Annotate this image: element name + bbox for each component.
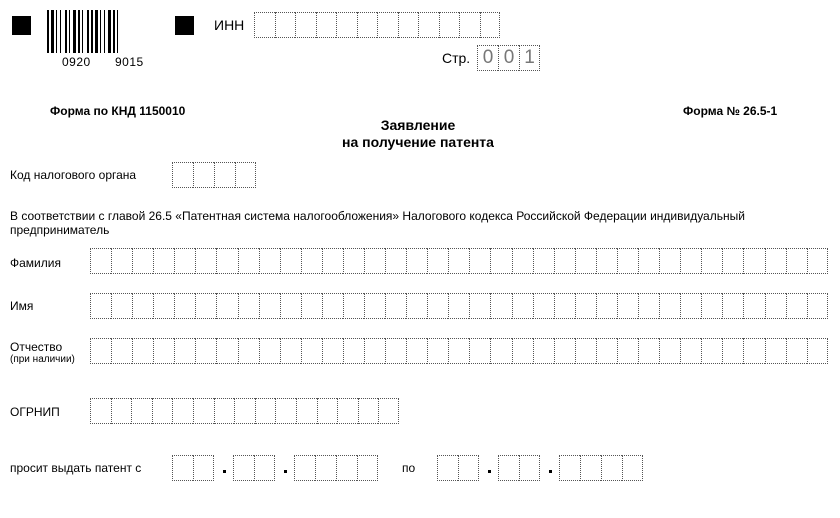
date-separator-dot: [223, 470, 226, 473]
char-cell[interactable]: [195, 338, 216, 364]
barcode: [45, 10, 165, 55]
char-cell[interactable]: [406, 293, 427, 319]
char-cell[interactable]: [259, 338, 280, 364]
char-cell[interactable]: [336, 455, 357, 481]
char-cell[interactable]: [533, 293, 554, 319]
char-cell[interactable]: [519, 455, 540, 481]
barcode-bar: [78, 10, 80, 53]
char-cell[interactable]: [554, 293, 575, 319]
surname-field[interactable]: [90, 248, 828, 274]
char-cell[interactable]: [174, 293, 195, 319]
date-separator-dot: [549, 470, 552, 473]
char-cell[interactable]: [490, 293, 511, 319]
start-year-field[interactable]: [294, 455, 378, 481]
char-cell[interactable]: [638, 293, 659, 319]
page-digit: 0: [477, 45, 498, 71]
char-cell[interactable]: [234, 398, 255, 424]
char-cell[interactable]: [427, 293, 448, 319]
intro-text-line2: предприниматель: [10, 223, 110, 237]
char-cell[interactable]: [357, 455, 378, 481]
char-cell[interactable]: [765, 248, 786, 274]
char-cell[interactable]: [743, 293, 764, 319]
char-cell[interactable]: [448, 293, 469, 319]
char-cell[interactable]: [554, 248, 575, 274]
char-cell[interactable]: [343, 293, 364, 319]
char-cell[interactable]: [722, 248, 743, 274]
char-cell[interactable]: [216, 338, 237, 364]
page-digit: 0: [498, 45, 519, 71]
char-cell[interactable]: [280, 338, 301, 364]
char-cell[interactable]: [364, 338, 385, 364]
char-cell[interactable]: [533, 248, 554, 274]
char-cell[interactable]: [357, 12, 378, 38]
char-cell[interactable]: [575, 293, 596, 319]
patronymic-label: Отчество: [10, 340, 63, 354]
char-cell[interactable]: [90, 338, 111, 364]
char-cell[interactable]: [786, 338, 807, 364]
end-year-field[interactable]: [559, 455, 643, 481]
char-cell[interactable]: [498, 455, 519, 481]
char-cell[interactable]: [343, 338, 364, 364]
char-cell[interactable]: [512, 293, 533, 319]
char-cell[interactable]: [418, 12, 439, 38]
char-cell[interactable]: [448, 338, 469, 364]
to-label: по: [402, 461, 416, 475]
barcode-bar: [73, 10, 76, 53]
char-cell[interactable]: [90, 398, 111, 424]
date-separator-dot: [488, 470, 491, 473]
barcode-bar: [113, 10, 115, 53]
char-cell[interactable]: [601, 455, 622, 481]
char-cell[interactable]: [743, 338, 764, 364]
char-cell[interactable]: [364, 248, 385, 274]
intro-text-line1: В соответствии с главой 26.5 «Патентная система налогообложения» Налогового кодекса Российской Федерации индивидуальный: [10, 209, 745, 223]
char-cell[interactable]: [458, 455, 479, 481]
inn-label: ИНН: [214, 17, 245, 33]
barcode-bar: [56, 10, 57, 53]
char-cell[interactable]: [575, 248, 596, 274]
char-cell[interactable]: [722, 293, 743, 319]
barcode-bar: [87, 10, 89, 53]
barcode-bar: [60, 10, 61, 53]
char-cell[interactable]: [701, 293, 722, 319]
char-cell[interactable]: [152, 398, 173, 424]
char-cell[interactable]: [153, 248, 174, 274]
char-cell[interactable]: [275, 398, 296, 424]
char-cell[interactable]: [322, 293, 343, 319]
char-cell[interactable]: [448, 248, 469, 274]
char-cell[interactable]: [406, 248, 427, 274]
char-cell[interactable]: [617, 293, 638, 319]
char-cell[interactable]: [638, 248, 659, 274]
barcode-bar: [95, 10, 98, 53]
char-cell[interactable]: [807, 293, 828, 319]
char-cell[interactable]: [172, 162, 193, 188]
barcode-bar: [100, 10, 101, 53]
barcode-bar: [108, 10, 111, 53]
char-cell[interactable]: [786, 248, 807, 274]
page-number-field: [477, 45, 540, 71]
char-cell[interactable]: [680, 248, 701, 274]
barcode-bar: [65, 10, 67, 53]
char-cell[interactable]: [111, 338, 132, 364]
char-cell[interactable]: [259, 248, 280, 274]
char-cell[interactable]: [315, 455, 336, 481]
char-cell[interactable]: [214, 162, 235, 188]
char-cell[interactable]: [398, 12, 419, 38]
end-day-field[interactable]: [437, 455, 479, 481]
char-cell[interactable]: [575, 338, 596, 364]
char-cell[interactable]: [512, 338, 533, 364]
char-cell[interactable]: [193, 398, 214, 424]
char-cell[interactable]: [364, 293, 385, 319]
char-cell[interactable]: [216, 248, 237, 274]
barcode-bar: [51, 10, 54, 53]
char-cell[interactable]: [90, 248, 111, 274]
char-cell[interactable]: [235, 162, 256, 188]
char-cell[interactable]: [280, 248, 301, 274]
char-cell[interactable]: [377, 12, 398, 38]
char-cell[interactable]: [437, 455, 458, 481]
barcode-bar: [104, 10, 105, 53]
patronymic-note: (при наличии): [10, 354, 75, 365]
char-cell[interactable]: [659, 248, 680, 274]
char-cell[interactable]: [214, 398, 235, 424]
char-cell[interactable]: [406, 338, 427, 364]
char-cell[interactable]: [427, 248, 448, 274]
char-cell[interactable]: [132, 248, 153, 274]
char-cell[interactable]: [378, 398, 399, 424]
char-cell[interactable]: [807, 338, 828, 364]
intro-text: [10, 209, 830, 237]
char-cell[interactable]: [322, 338, 343, 364]
char-cell[interactable]: [490, 248, 511, 274]
char-cell[interactable]: [111, 248, 132, 274]
char-cell[interactable]: [343, 248, 364, 274]
char-cell[interactable]: [659, 293, 680, 319]
char-cell[interactable]: [238, 248, 259, 274]
char-cell[interactable]: [439, 12, 460, 38]
barcode-bar: [69, 10, 70, 53]
ogrnip-field[interactable]: [90, 398, 399, 424]
char-cell[interactable]: [216, 293, 237, 319]
form-knd: Форма по КНД 1150010: [50, 104, 186, 118]
char-cell[interactable]: [111, 293, 132, 319]
char-cell[interactable]: [617, 248, 638, 274]
char-cell[interactable]: [659, 338, 680, 364]
request-label: просит выдать патент с: [10, 461, 142, 475]
char-cell[interactable]: [490, 338, 511, 364]
char-cell[interactable]: [193, 455, 214, 481]
char-cell[interactable]: [295, 12, 316, 38]
char-cell[interactable]: [701, 338, 722, 364]
ogrnip-label: ОГРНИП: [10, 405, 60, 419]
char-cell[interactable]: [322, 248, 343, 274]
page-label: Стр.: [442, 50, 471, 66]
char-cell[interactable]: [385, 338, 406, 364]
date-separator-dot: [284, 470, 287, 473]
char-cell[interactable]: [301, 293, 322, 319]
char-cell[interactable]: [296, 398, 317, 424]
char-cell[interactable]: [701, 248, 722, 274]
char-cell[interactable]: [195, 293, 216, 319]
barcode-bar: [91, 10, 93, 53]
char-cell[interactable]: [233, 455, 254, 481]
char-cell[interactable]: [238, 293, 259, 319]
char-cell[interactable]: [153, 338, 174, 364]
char-cell[interactable]: [174, 248, 195, 274]
corner-marker-left: [12, 16, 31, 35]
char-cell[interactable]: [238, 338, 259, 364]
char-cell[interactable]: [680, 293, 701, 319]
char-cell[interactable]: [786, 293, 807, 319]
char-cell[interactable]: [480, 12, 501, 38]
barcode-bar: [47, 10, 49, 53]
char-cell[interactable]: [385, 293, 406, 319]
char-cell[interactable]: [254, 12, 275, 38]
char-cell[interactable]: [385, 248, 406, 274]
char-cell[interactable]: [580, 455, 601, 481]
name-field[interactable]: [90, 293, 828, 319]
char-cell[interactable]: [301, 248, 322, 274]
char-cell[interactable]: [596, 293, 617, 319]
char-cell[interactable]: [111, 398, 132, 424]
char-cell[interactable]: [459, 12, 480, 38]
start-month-field[interactable]: [233, 455, 275, 481]
char-cell[interactable]: [317, 398, 338, 424]
barcode-number-left: 0920: [62, 55, 91, 69]
char-cell[interactable]: [193, 162, 214, 188]
form-title-line2: на получение патента: [342, 134, 494, 150]
form-title-line1: Заявление: [380, 117, 456, 133]
char-cell[interactable]: [743, 248, 764, 274]
char-cell[interactable]: [596, 248, 617, 274]
char-cell[interactable]: [533, 338, 554, 364]
char-cell[interactable]: [172, 398, 193, 424]
char-cell[interactable]: [596, 338, 617, 364]
char-cell[interactable]: [259, 293, 280, 319]
char-cell[interactable]: [131, 398, 152, 424]
char-cell[interactable]: [512, 248, 533, 274]
char-cell[interactable]: [765, 338, 786, 364]
corner-marker-right: [175, 16, 194, 35]
char-cell[interactable]: [559, 455, 580, 481]
char-cell[interactable]: [336, 12, 357, 38]
char-cell[interactable]: [172, 455, 193, 481]
barcode-number-right: 9015: [115, 55, 144, 69]
page-digit: 1: [519, 45, 540, 71]
barcode-bar: [117, 10, 118, 53]
inn-field[interactable]: [254, 12, 500, 38]
start-day-field[interactable]: [172, 455, 214, 481]
char-cell[interactable]: [294, 455, 315, 481]
char-cell[interactable]: [275, 12, 296, 38]
char-cell[interactable]: [622, 455, 643, 481]
char-cell[interactable]: [358, 398, 379, 424]
char-cell[interactable]: [301, 338, 322, 364]
tax-office-code-field[interactable]: [172, 162, 256, 188]
char-cell[interactable]: [722, 338, 743, 364]
char-cell[interactable]: [427, 338, 448, 364]
char-cell[interactable]: [765, 293, 786, 319]
char-cell[interactable]: [469, 248, 490, 274]
char-cell[interactable]: [132, 293, 153, 319]
char-cell[interactable]: [254, 455, 275, 481]
char-cell[interactable]: [680, 338, 701, 364]
char-cell[interactable]: [280, 293, 301, 319]
char-cell[interactable]: [469, 338, 490, 364]
form-title: [300, 117, 536, 151]
tax-office-label: Код налогового органа: [10, 168, 137, 182]
char-cell[interactable]: [255, 398, 276, 424]
char-cell[interactable]: [337, 398, 358, 424]
surname-label: Фамилия: [10, 256, 61, 270]
char-cell[interactable]: [316, 12, 337, 38]
char-cell[interactable]: [90, 293, 111, 319]
char-cell[interactable]: [469, 293, 490, 319]
char-cell[interactable]: [554, 338, 575, 364]
barcode-bar: [82, 10, 83, 53]
form-number: Форма № 26.5-1: [683, 104, 778, 118]
char-cell[interactable]: [638, 338, 659, 364]
name-label: Имя: [10, 299, 34, 313]
end-month-field[interactable]: [498, 455, 540, 481]
char-cell[interactable]: [132, 338, 153, 364]
char-cell[interactable]: [807, 248, 828, 274]
char-cell[interactable]: [174, 338, 195, 364]
char-cell[interactable]: [617, 338, 638, 364]
char-cell[interactable]: [153, 293, 174, 319]
patronymic-field[interactable]: [90, 338, 828, 364]
char-cell[interactable]: [195, 248, 216, 274]
